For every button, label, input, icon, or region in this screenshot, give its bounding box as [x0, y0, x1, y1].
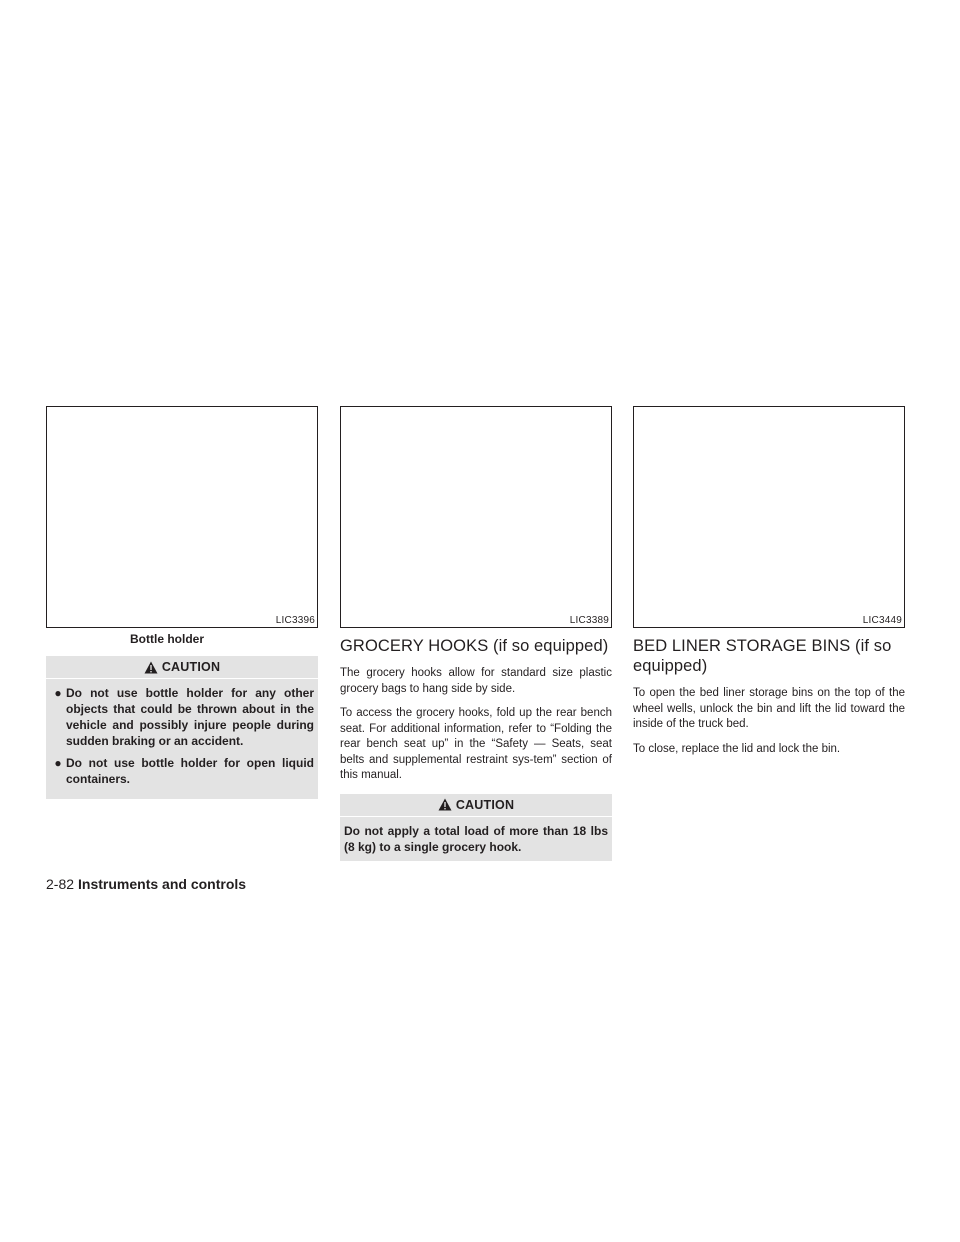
- page-footer: [46, 876, 246, 892]
- body-paragraph: The grocery hooks allow for standard size plastic grocery bags to hang side by side.: [340, 667, 612, 695]
- page-number: 2-82: [46, 876, 75, 892]
- bullet: ●: [54, 756, 62, 770]
- grocery-hooks-figure: [340, 406, 612, 628]
- caution-item-text: Do not use bottle holder for open liquid containers.: [66, 756, 314, 786]
- body-paragraph: To access the grocery hooks, fold up the rear bench seat. For additional information, refer to “Folding the rear bench seat up” in the “Safety — Seats, seat belts and supplemental restraint sys-tem” section of this manual.: [340, 707, 612, 781]
- warning-triangle-icon: [144, 661, 158, 674]
- figure-code: LIC3396: [275, 615, 315, 626]
- middle-column: [340, 406, 612, 861]
- bullet: ●: [54, 686, 62, 700]
- footer-section-title: Instruments and controls: [78, 876, 247, 892]
- caution-box: [46, 656, 318, 799]
- left-column: [46, 406, 318, 799]
- caution-list: [46, 679, 318, 787]
- caution-header: [340, 794, 612, 817]
- caution-title: CAUTION: [161, 660, 221, 674]
- warning-triangle-icon: [438, 798, 452, 811]
- body-paragraph: To close, replace the lid and lock the bin.: [633, 742, 841, 755]
- right-column: [633, 406, 905, 766]
- caution-list-item: [50, 685, 314, 749]
- body-paragraph: To open the bed liner storage bins on the top of the wheel wells, unlock the bin and lift the lid toward the inside of the truck bed.: [633, 687, 905, 730]
- figure-code: LIC3449: [862, 615, 902, 626]
- caution-header: [46, 656, 318, 679]
- bed-liner-bins-figure: [633, 406, 905, 628]
- caution-item-text: Do not use bottle holder for any other objects that could be thrown about in the vehicle and possibly injure people during sudden braking or an accident.: [66, 686, 314, 748]
- bottle-holder-figure: [46, 406, 318, 628]
- caution-title: CAUTION: [455, 797, 515, 812]
- caution-text: Do not apply a total load of more than 18 lbs (8 kg) to a single grocery hook.: [344, 823, 608, 854]
- figure-code: LIC3389: [569, 615, 609, 626]
- caution-list-item: [50, 755, 314, 787]
- section-heading: GROCERY HOOKS (if so equipped): [340, 637, 609, 655]
- figure-caption: Bottle holder: [130, 632, 204, 646]
- caution-box: [340, 794, 612, 861]
- section-heading: BED LINER STORAGE BINS (if so equipped): [633, 637, 892, 675]
